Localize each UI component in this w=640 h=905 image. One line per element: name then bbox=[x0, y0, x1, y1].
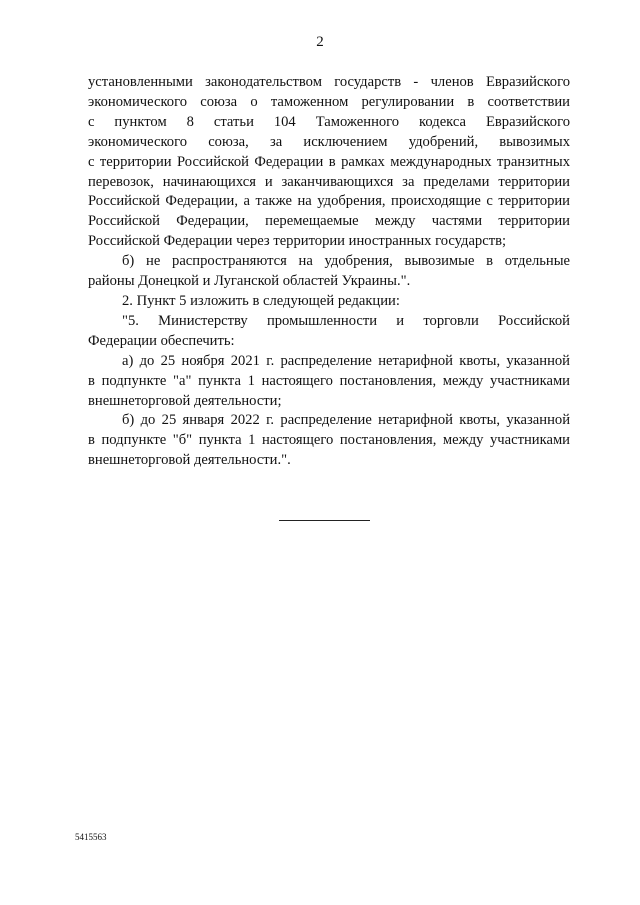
text-line: экономического союза о таможенном регулировании в соответствии bbox=[88, 93, 570, 110]
document-body bbox=[88, 73, 570, 471]
text-line: Федерации обеспечить: bbox=[88, 332, 235, 349]
text-line: в подпункте "а" пункта 1 настоящего постановления, между участниками bbox=[88, 372, 570, 389]
text-line: установленными законодательством государств - членов Евразийского bbox=[88, 74, 570, 90]
text-line: с пунктом 8 статьи 104 Таможенного кодекса Евразийского bbox=[88, 113, 570, 130]
text-line: экономического союза, за исключением удобрений, вывозимых bbox=[88, 133, 570, 150]
text-line: б) не распространяются на удобрения, вывозимые в отдельные bbox=[122, 253, 570, 270]
document-code: 5415563 bbox=[75, 832, 107, 842]
text-line: в подпункте "б" пункта 1 настоящего постановления, между участниками bbox=[88, 432, 570, 449]
text-line: внешнеторговой деятельности; bbox=[88, 392, 282, 409]
text-line: "5. Министерству промышленности и торговли Российской bbox=[122, 312, 570, 329]
text-line: 2. Пункт 5 изложить в следующей редакции: bbox=[122, 292, 400, 309]
text-line: Российской Федерации, перемещаемые между частями территории bbox=[88, 213, 570, 230]
text-line: с территории Российской Федерации в рамках международных транзитных bbox=[88, 153, 570, 170]
text-line: б) до 25 января 2022 г. распределение нетарифной квоты, указанной bbox=[122, 412, 570, 429]
page-number: 2 bbox=[316, 34, 324, 50]
text-line: перевозок, начинающихся и заканчивающихся за пределами территории bbox=[88, 173, 570, 190]
text-line: а) до 25 ноября 2021 г. распределение нетарифной квоты, указанной bbox=[122, 352, 570, 369]
end-of-text-rule bbox=[279, 520, 370, 521]
text-line: Российской Федерации, а также на удобрения, происходящие с территории bbox=[88, 193, 570, 210]
text-line: Российской Федерации через территории иностранных государств; bbox=[88, 233, 507, 250]
text-line: внешнеторговой деятельности.". bbox=[88, 452, 291, 469]
text-line: районы Донецкой и Луганской областей Украины.". bbox=[88, 273, 411, 290]
